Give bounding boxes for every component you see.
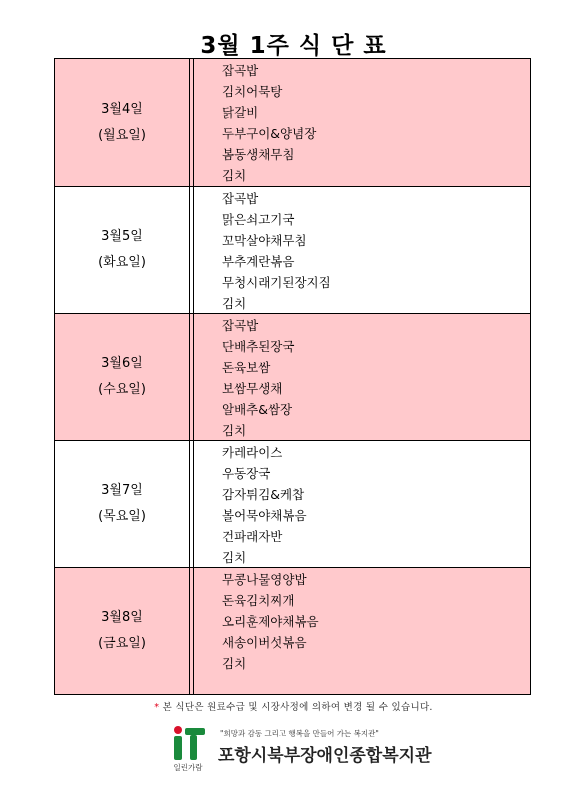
menu-item: 닭갈비 bbox=[222, 105, 259, 121]
notice-text: 본 식단은 원료수급 및 시장사정에 의하여 변경 될 수 있습니다. bbox=[162, 702, 433, 713]
menu-item: 무청시래기된장지짐 bbox=[222, 275, 331, 291]
day-weekday: (월요일) bbox=[98, 127, 146, 143]
day-cell bbox=[55, 314, 189, 440]
menu-item: 감자튀김&케찹 bbox=[222, 487, 305, 503]
menu-items bbox=[222, 188, 331, 315]
logo-caption: 일린가람 bbox=[173, 763, 203, 772]
change-notice bbox=[0, 699, 587, 713]
day-date: 3월5일 bbox=[101, 229, 143, 244]
day-cell bbox=[55, 441, 189, 567]
menu-items bbox=[222, 569, 319, 674]
menu-items bbox=[222, 315, 294, 442]
page-title: 3월 1주 식 단 표 bbox=[200, 33, 387, 59]
menu-item: 잡곡밥 bbox=[222, 191, 259, 206]
day-weekday: (수요일) bbox=[98, 382, 146, 397]
day-cell bbox=[55, 59, 189, 186]
menu-item: 알배추&쌈장 bbox=[222, 402, 293, 418]
day-weekday: (목요일) bbox=[98, 509, 146, 524]
menu-item: 맑은쇠고기국 bbox=[222, 212, 295, 228]
day-date: 3월7일 bbox=[101, 483, 143, 498]
menu-item: 돈육보쌈 bbox=[222, 360, 271, 376]
day-date: 3월6일 bbox=[101, 356, 143, 371]
menu-item: 돈육김치찌개 bbox=[222, 593, 295, 609]
menu-item: 봄동생채무침 bbox=[222, 147, 295, 163]
day-row-wednesday bbox=[55, 313, 530, 440]
day-cell bbox=[55, 568, 189, 694]
notice-mark: * bbox=[154, 702, 160, 713]
day-date: 3월4일 bbox=[101, 101, 143, 117]
menu-item: 김치 bbox=[222, 656, 247, 672]
menu-item: 김치어묵탕 bbox=[222, 84, 283, 100]
menu-item: 두부구이&양념장 bbox=[222, 126, 317, 142]
day-row-tuesday bbox=[55, 186, 530, 313]
menu-item: 잡곡밥 bbox=[222, 63, 259, 78]
column-divider bbox=[189, 59, 190, 694]
column-divider bbox=[193, 59, 194, 694]
day-weekday: (금요일) bbox=[98, 636, 146, 651]
menu-table bbox=[54, 58, 531, 695]
day-date: 3월8일 bbox=[101, 610, 143, 625]
organization-name: 포항시북부장애인종합복지관 bbox=[218, 746, 432, 766]
menu-item: 부추계란볶음 bbox=[222, 254, 295, 270]
menu-items bbox=[222, 442, 307, 569]
menu-item: 단배추된장국 bbox=[222, 339, 295, 355]
menu-item: 오리훈제야채볶음 bbox=[222, 614, 319, 630]
menu-item: 볼어묵야채볶음 bbox=[222, 508, 307, 524]
menu-item: 김치 bbox=[222, 550, 247, 566]
day-row-friday bbox=[55, 567, 530, 694]
slogan: "희망과 감동 그리고 행복을 만들어 가는 복지관" bbox=[220, 729, 379, 738]
menu-item: 김치 bbox=[222, 296, 247, 312]
menu-item: 김치 bbox=[222, 423, 247, 439]
menu-item: 새송이버섯볶음 bbox=[222, 635, 307, 651]
menu-item: 건파래자반 bbox=[222, 529, 283, 545]
day-row-thursday bbox=[55, 440, 530, 567]
day-row-monday bbox=[55, 59, 530, 186]
menu-item: 보쌈무생채 bbox=[222, 381, 283, 397]
menu-item: 잡곡밥 bbox=[222, 318, 259, 333]
day-cell bbox=[55, 187, 189, 313]
menu-item: 우동장국 bbox=[222, 466, 271, 482]
menu-item: 무콩나물영양밥 bbox=[222, 572, 307, 587]
menu-items bbox=[222, 60, 316, 187]
menu-item: 김치 bbox=[222, 168, 247, 184]
menu-item: 카레라이스 bbox=[222, 445, 283, 460]
menu-item: 꼬막살야채무침 bbox=[222, 233, 307, 249]
day-weekday: (화요일) bbox=[98, 255, 146, 270]
